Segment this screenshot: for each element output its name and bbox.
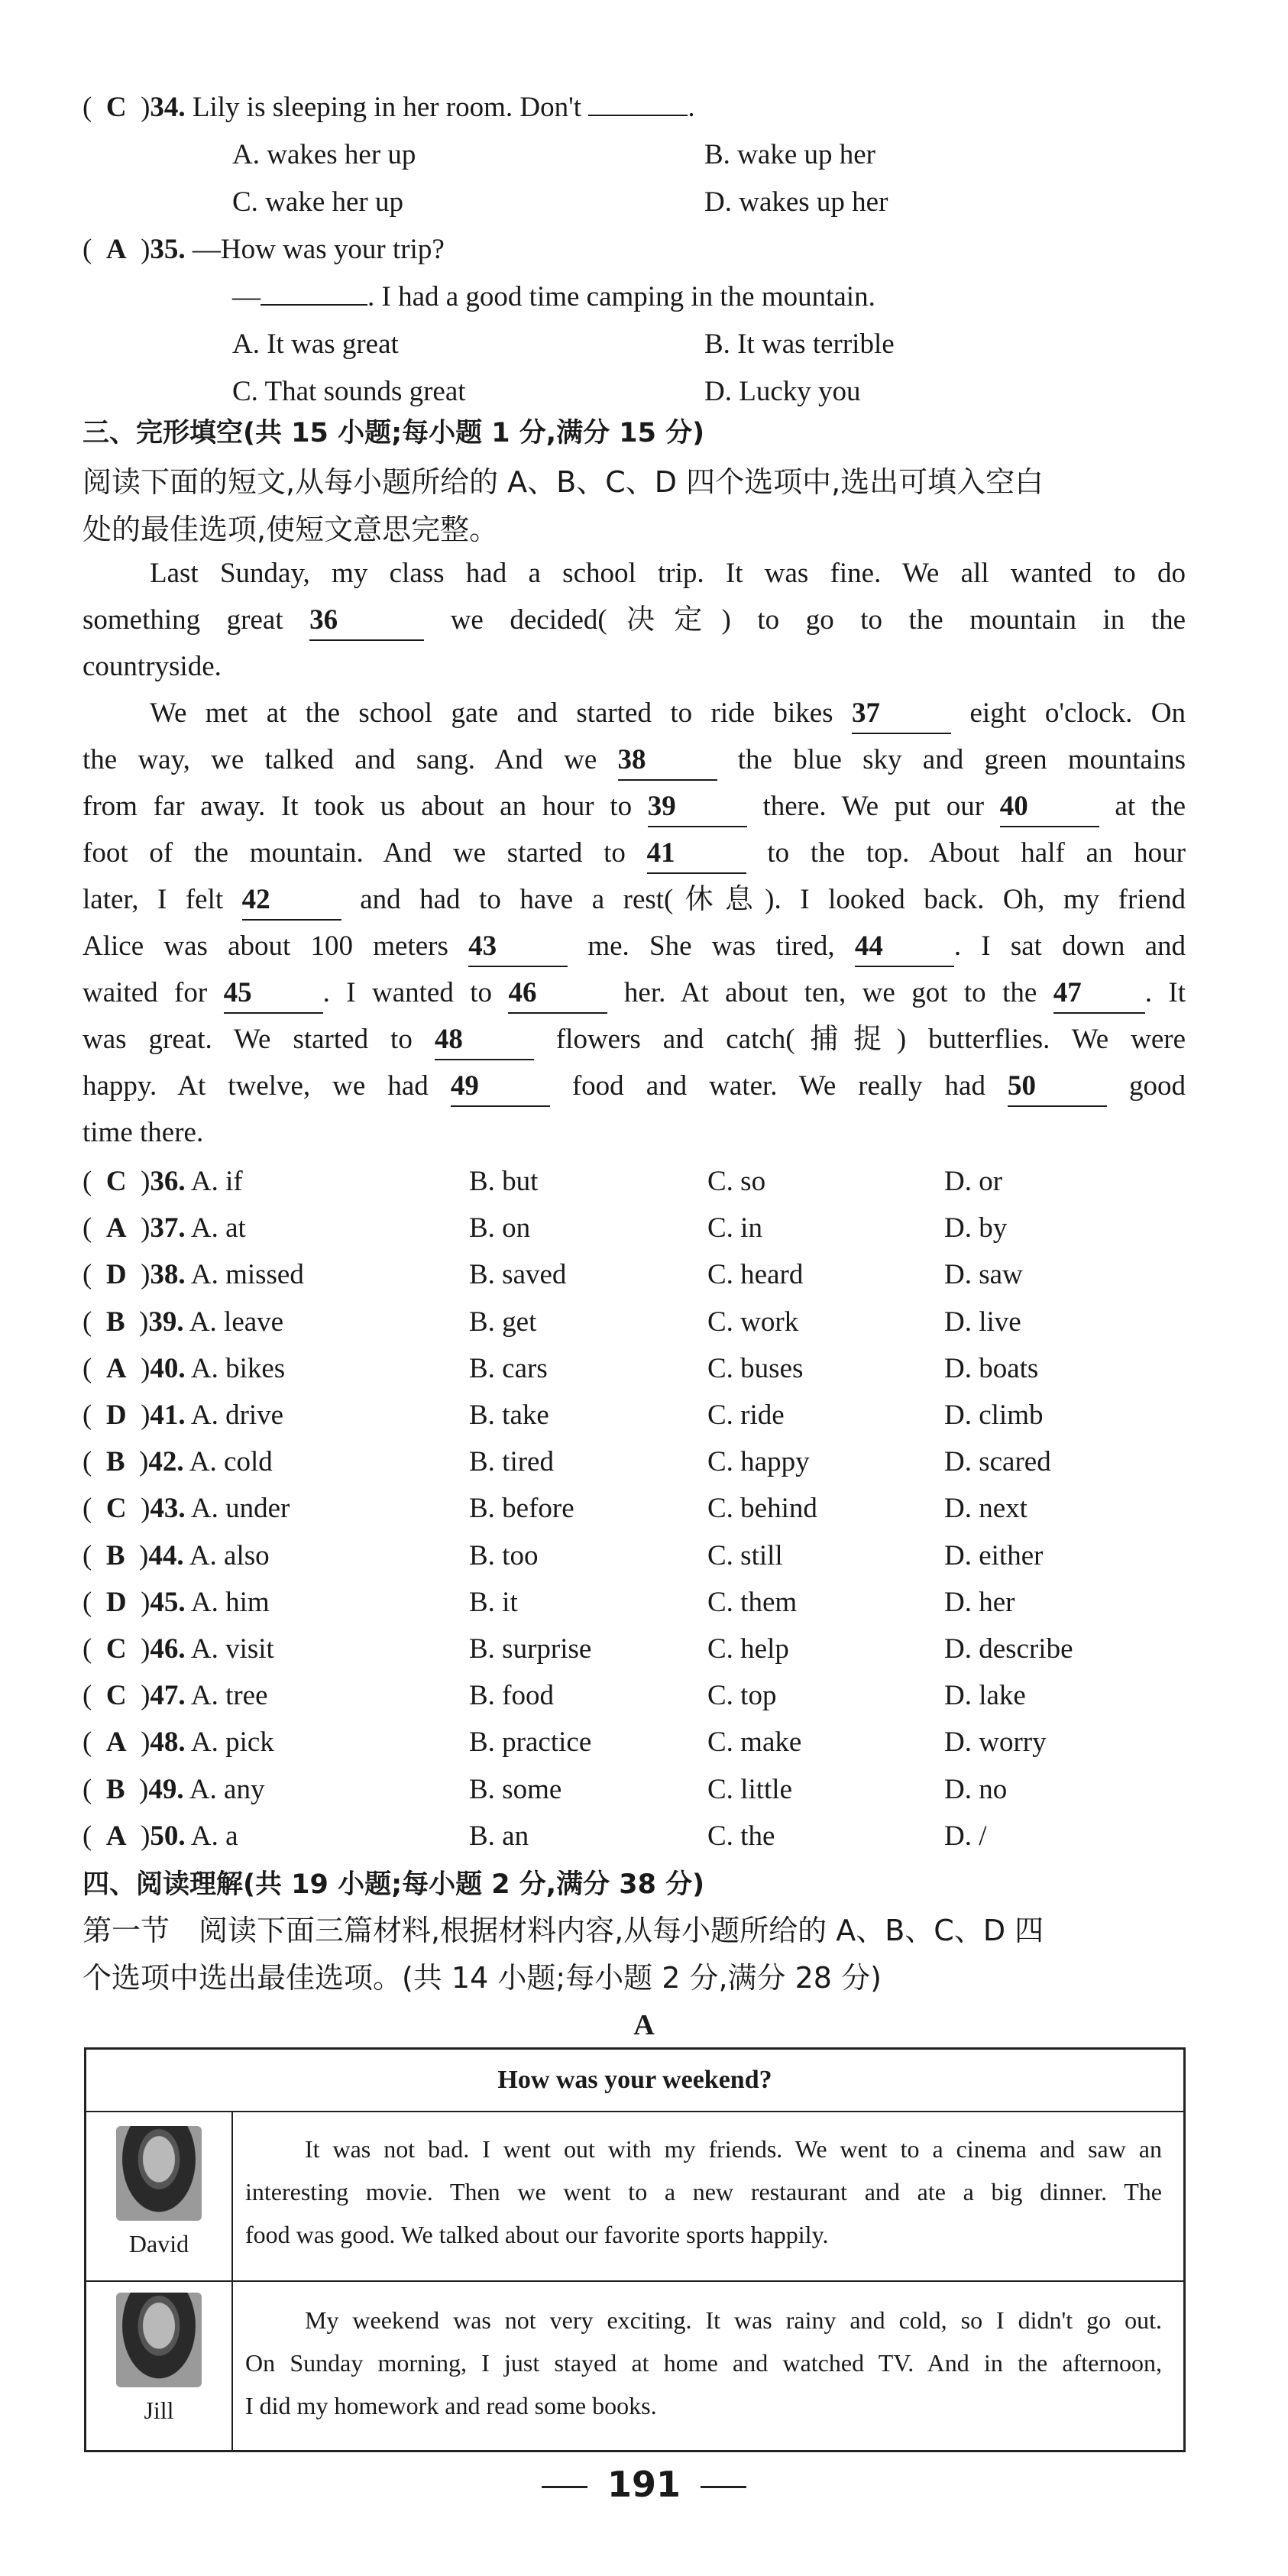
answer-and-option-a: ( B )44. A. also — [83, 1539, 270, 1571]
table-title: How was your weekend? — [86, 2050, 1183, 2112]
option-c: C. That sounds great — [232, 376, 466, 407]
option-d: D. climb — [944, 1400, 1044, 1431]
option-b: B. It was terrible — [704, 328, 895, 360]
option-d: D. saw — [944, 1259, 1023, 1291]
david-text: It was not bad. I went out with my friends. We went to a cinema and saw an interesting movie. Then we went to a new restaurant and ate a big dinner. The food was good. We talked about our favorite sports happily. — [245, 2135, 1162, 2248]
option-c: C. top — [707, 1680, 777, 1712]
choice-row — [0, 1205, 1288, 1252]
answer-and-option-a: ( C )36. A. if — [83, 1166, 243, 1197]
option-d: D. either — [944, 1539, 1044, 1571]
option-b: B. on — [469, 1212, 531, 1244]
option-b: B. too — [469, 1539, 539, 1571]
q34-options-row2 — [0, 179, 1288, 226]
choice-row — [0, 1766, 1288, 1814]
option-c: C. so — [707, 1166, 766, 1197]
answer-and-option-a: ( B )39. A. leave — [83, 1306, 284, 1338]
answer-and-option-a: ( C )46. A. visit — [83, 1633, 274, 1665]
jill-profile — [86, 2293, 231, 2425]
choice-row — [0, 1626, 1288, 1673]
option-b: B. some — [469, 1773, 562, 1805]
option-b: B. but — [469, 1166, 539, 1197]
answer-and-option-a: ( B )42. A. cold — [83, 1446, 273, 1478]
david-profile — [86, 2126, 231, 2258]
option-d: D. / — [944, 1820, 987, 1852]
option-b: B. food — [469, 1680, 554, 1712]
option-d: D. her — [944, 1586, 1015, 1618]
page-number: 191 — [0, 2464, 1288, 2505]
weekend-table — [84, 2047, 1186, 2452]
q35-options-row2 — [0, 368, 1288, 416]
choice-row — [0, 1672, 1288, 1720]
choice-row — [0, 1438, 1288, 1486]
option-b: B. it — [469, 1586, 518, 1618]
david-name: David — [128, 2230, 189, 2257]
option-c: C. behind — [707, 1493, 817, 1525]
option-c: C. the — [707, 1820, 775, 1852]
option-c: C. help — [707, 1633, 789, 1665]
option-b: B. tired — [469, 1446, 554, 1478]
section4-heading: 四、阅读理解(共 19 小题;每小题 2 分,满分 38 分) — [83, 1869, 705, 1900]
question-34 — [0, 84, 1288, 131]
option-b: B. wake up her — [704, 139, 875, 170]
option-a: A. It was great — [232, 328, 399, 360]
question-35: ( A )35. —How was your trip? — [83, 234, 445, 265]
answer-and-option-a: ( C )43. A. under — [83, 1493, 290, 1525]
option-d: D. boats — [944, 1352, 1039, 1384]
choice-row — [0, 1813, 1288, 1860]
option-d: D. scared — [944, 1446, 1051, 1478]
choice-row — [0, 1392, 1288, 1439]
q35-options-row1 — [0, 321, 1288, 368]
section4-instructions: 第一节 阅读下面三篇材料,根据材料内容,从每小题所给的 A、B、C、D 四 个选项中选出最佳选项。(共 14 小题;每小题 2 分,满分 28 分) — [83, 1914, 1044, 1995]
q35-reply: — . I had a good time camping in the mountain. — [232, 281, 875, 312]
answer-paren: ( C )34. Lily is sleeping in her room. Don't . — [83, 92, 695, 123]
option-c: C. work — [707, 1306, 799, 1338]
option-b: B. get — [469, 1306, 537, 1338]
option-b: B. take — [469, 1400, 549, 1431]
q34-options-row1 — [0, 131, 1288, 179]
choice-row — [0, 1532, 1288, 1580]
option-c: C. happy — [707, 1446, 810, 1478]
answer-and-option-a: ( D )38. A. missed — [83, 1259, 304, 1291]
option-d: D. Lucky you — [704, 376, 861, 407]
answer-and-option-a: ( B )49. A. any — [83, 1773, 265, 1805]
jill-photo — [116, 2293, 202, 2387]
option-d: D. or — [944, 1166, 1003, 1197]
answer-and-option-a: ( D )45. A. him — [83, 1586, 270, 1618]
choice-row — [0, 1719, 1288, 1766]
choice-row — [0, 1299, 1288, 1346]
option-b: B. practice — [469, 1727, 592, 1759]
option-d: D. no — [944, 1773, 1008, 1805]
choice-row — [0, 1158, 1288, 1205]
option-c: C. little — [707, 1773, 792, 1805]
option-b: B. cars — [469, 1352, 548, 1384]
option-d: D. worry — [944, 1727, 1047, 1759]
option-c: C. in — [707, 1212, 762, 1244]
cloze-passage: Last Sunday, my class had a school trip. It was fine. We all wanted to do something great 36 we decided(决定) to go to the mountain in the countryside. We met at the school gate and started to ride bikes 37 eight o'clock. On the way, we talked and sang. And we 38 the blue sky and green mountains from far away. It took us about an hour to 39 there. We put our 40 at the foot of the mountain. And we started to 41 to the top. About half an hour later, I felt 42 and had to have a rest(休息). I looked back. Oh, my friend Alice was about 100 meters 43 me. She was tired, 44 . I sat down and waited for 45 . I wanted to 46 her. At about ten, we got to the 47 . It was great. We started to 48 flowers and catch(捕捉) butterflies. We were happy. At twelve, we had 49 food and water. We really had 50 good time there. — [83, 558, 1186, 1148]
option-a: A. wakes her up — [232, 139, 416, 170]
choice-row — [0, 1345, 1288, 1393]
option-d: D. describe — [944, 1633, 1073, 1665]
answer-and-option-a: ( A )37. A. at — [83, 1212, 246, 1244]
answer-and-option-a: ( A )40. A. bikes — [83, 1352, 286, 1384]
option-c: C. wake her up — [232, 186, 403, 218]
option-c: C. heard — [707, 1259, 804, 1291]
option-c: C. ride — [707, 1400, 785, 1431]
choice-row — [0, 1251, 1288, 1299]
option-d: D. next — [944, 1493, 1027, 1525]
option-c: C. buses — [707, 1352, 804, 1384]
option-c: C. still — [707, 1539, 783, 1571]
option-b: B. before — [469, 1493, 574, 1525]
answer-and-option-a: ( A )50. A. a — [83, 1820, 238, 1852]
option-d: D. live — [944, 1306, 1021, 1338]
option-b: B. an — [469, 1820, 529, 1852]
option-d: D. by — [944, 1212, 1008, 1244]
section3-instructions: 阅读下面的短文,从每小题所给的 A、B、C、D 四个选项中,选出可填入空白 处的最佳选项,使短文意思完整。 — [83, 465, 1044, 546]
option-d: D. lake — [944, 1680, 1026, 1712]
section3-heading: 三、完形填空(共 15 小题;每小题 1 分,满分 15 分) — [83, 418, 705, 448]
option-b: B. surprise — [469, 1633, 592, 1665]
jill-text: My weekend was not very exciting. It was rainy and cold, so I didn't go out. On Sunday morning, I just stayed at home and watched TV. And in the afternoon, I did my homework and read some books. — [245, 2306, 1162, 2419]
option-c: C. them — [707, 1586, 798, 1618]
option-d: D. wakes up her — [704, 186, 888, 218]
answer-and-option-a: ( D )41. A. drive — [83, 1400, 284, 1431]
choice-row — [0, 1485, 1288, 1532]
choice-row — [0, 1579, 1288, 1626]
option-b: B. saved — [469, 1259, 567, 1291]
answer-and-option-a: ( A )48. A. pick — [83, 1727, 274, 1759]
answer-and-option-a: ( C )47. A. tree — [83, 1680, 268, 1712]
david-photo — [116, 2126, 202, 2221]
option-c: C. make — [707, 1727, 802, 1759]
jill-name: Jill — [144, 2396, 174, 2424]
passage-label: A — [633, 2009, 655, 2041]
